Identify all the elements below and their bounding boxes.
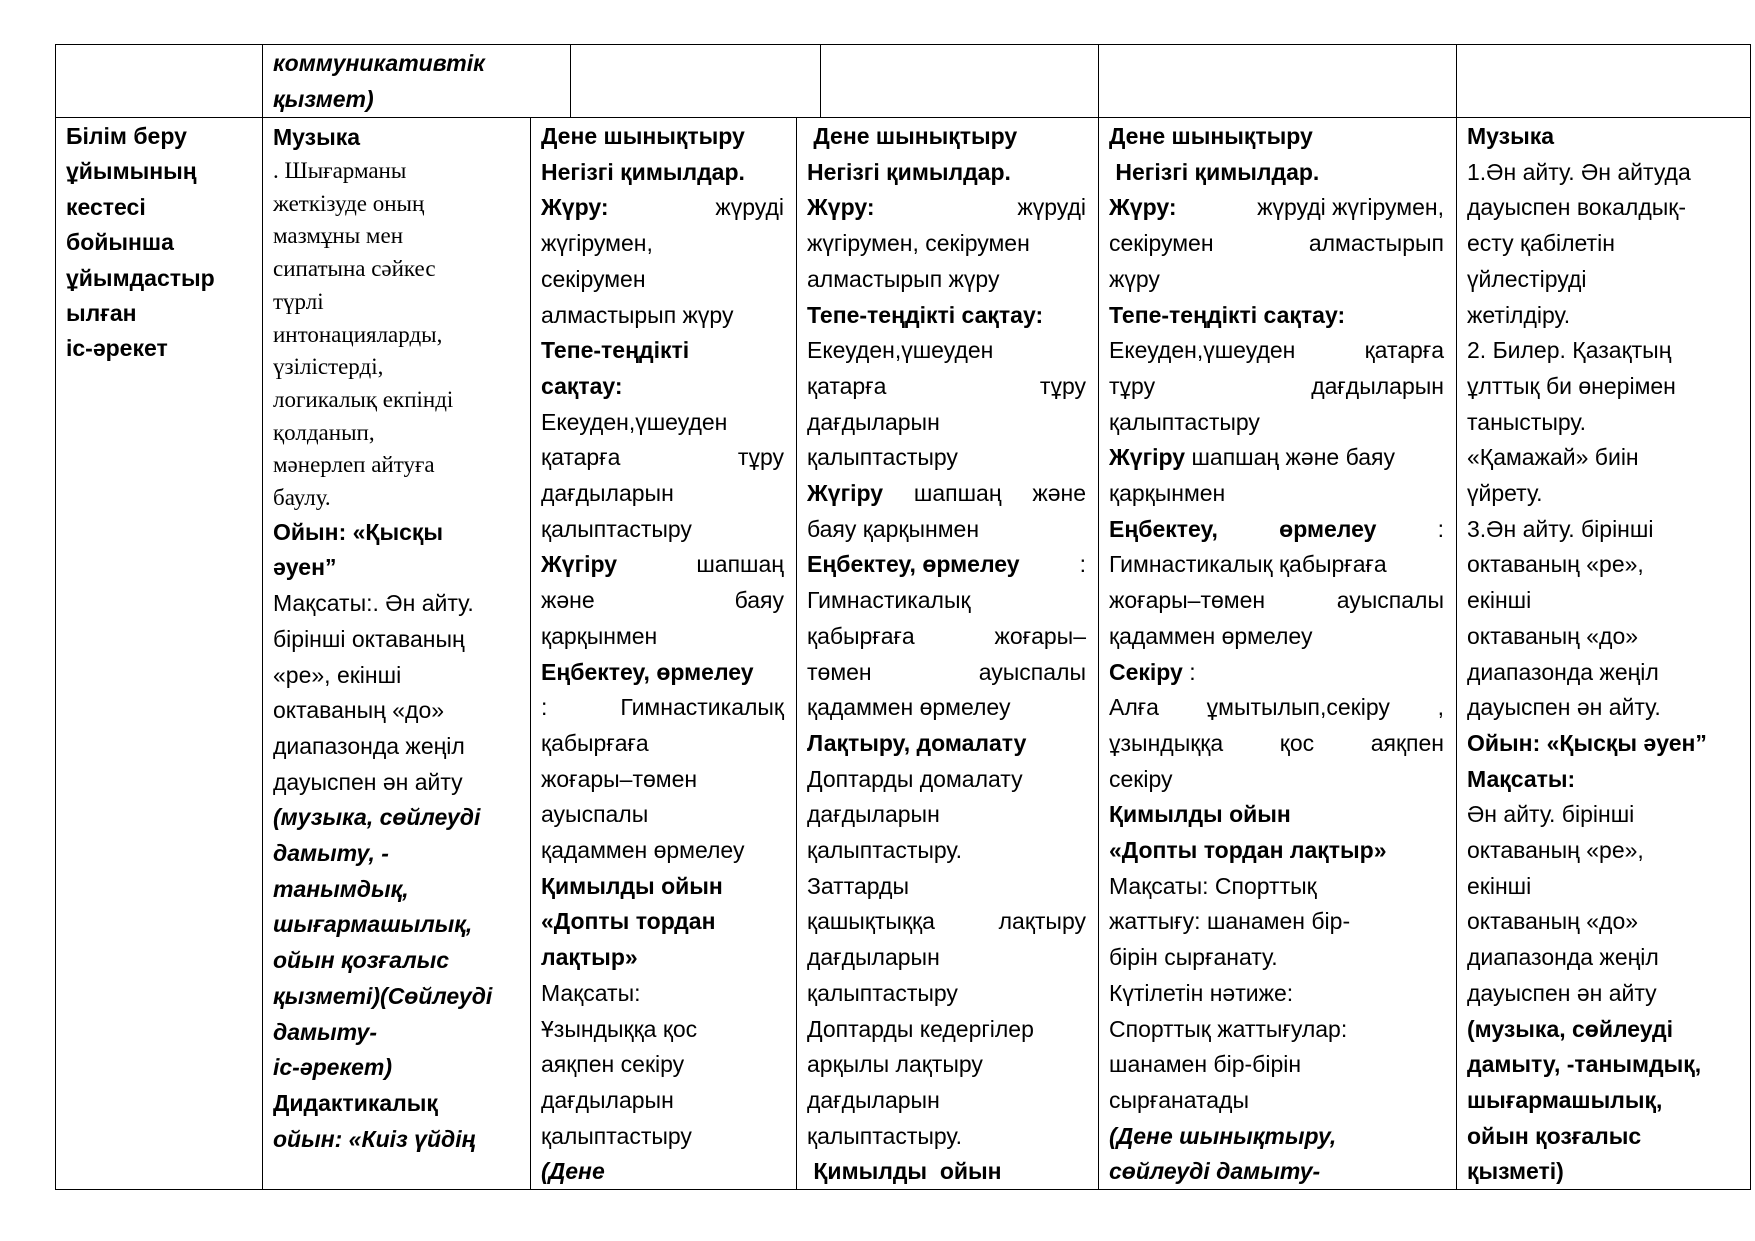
cell-line: мазмұны мен [273,223,404,249]
cell-line: октаваның «до» [1467,908,1639,935]
cell-line: қызмет) [273,86,374,112]
subject-title: Музыка [1467,123,1555,149]
game-title: «Допты тордан лақтыр» [1109,837,1387,864]
cell-text: ауыспалы [1336,587,1444,614]
cell-line: дағдыларын [807,944,940,971]
cell-line: үйлестіруді [1467,265,1587,292]
section-label: Жүру: [541,194,609,221]
tuesday-pe-cell [541,119,784,1190]
cell-line: іс-әрекет) [273,1054,393,1081]
cell-line [541,190,784,226]
cell-line [1109,583,1444,619]
cell-line: ылған [66,300,137,327]
subject-title: Музыка [273,124,361,150]
cell-text: жүруді [715,194,784,221]
cell-line: (Дене [541,1158,605,1185]
cell-line: қалыптастыру [807,444,958,471]
cell-line: ойын: «Киіз үйдің [273,1125,476,1152]
cell-text: алмастырып [1308,230,1444,257]
column-divider [262,44,263,1190]
cell-line: диапазонда жеңіл [1467,944,1659,971]
cell-text: қабырғаға [807,622,915,649]
cell-line [807,369,1086,405]
cell-line: жүгірумен, [541,230,653,257]
cell-line: арқылы лақтыру [807,1051,983,1078]
game-title: Қимылды ойын [1109,801,1291,828]
cell-line: (музыка, сөйлеуді [273,804,481,831]
cell-line: дауыспен ән айту. [1467,694,1661,721]
cell-line: Күтілетін нәтиже: [1109,979,1294,1006]
cell-line: «Қамажай» биін [1467,444,1639,471]
section-label: Еңбектеу, [1109,515,1218,542]
cell-text: Алға [1109,694,1159,721]
cell-line: ойын қозғалыс [273,947,450,974]
cell-line [1109,226,1444,262]
cell-line: Ұзындыққа қос [541,1015,698,1042]
cell-line: Гимнастикалық қабырғаға [1109,551,1387,578]
cell-line: сырғанатады [1109,1086,1250,1113]
cell-line: Спорттық жаттығулар: [1109,1015,1348,1042]
cell-line: баяу қарқынмен [807,515,980,542]
cell-line: шанамен бір-бірін [1109,1051,1302,1078]
cell-line: дамыту- [273,1018,377,1045]
section-label: Тепе-теңдікті [541,337,690,364]
cell-line: сипатына сәйкес [273,256,436,282]
column-divider [1098,44,1099,1190]
cell-line: кестесі [66,193,146,220]
cell-line: 3.Ән айту. бірінші [1467,515,1654,542]
cell-text: шапшаң [696,551,784,578]
cell-text: лақтыру [998,908,1086,935]
wednesday-pe-cell [807,119,1086,1190]
cell-line [541,583,784,619]
cell-line [541,547,784,583]
cell-text: тұру [1109,372,1156,399]
cell-line: дамыту, -танымдық, [1467,1051,1702,1078]
table-left-border [55,44,56,1190]
cell-text: шапшаң және баяу [1191,444,1395,471]
friday-music-cell [1467,119,1747,1190]
cell-text: : [541,694,548,721]
cell-text: баяу [734,587,784,614]
cell-line: диапазонда жеңіл [1467,658,1659,685]
cell-line: үзілістерді, [273,354,384,380]
cell-text: : [1437,515,1444,542]
cell-line: қалыптастыру. [807,1122,963,1149]
cell-line: дағдыларын [541,1086,674,1113]
cell-text: тұру [737,444,784,471]
cell-line: 1.Ән айту. Ән айтуда [1467,158,1691,185]
cell-line: дауыспен ән айту [1467,979,1657,1006]
cell-text: жоғары– [994,622,1086,649]
cell-line: ұлттық би өнерімен [1467,372,1676,399]
cell-text: қатарға [807,372,887,399]
cell-line: қалыптастыру. [807,837,963,864]
cell-line: Доптарды кедергілер [807,1015,1034,1042]
column-divider [796,117,797,1190]
section-label: Еңбектеу, өрмелеу [541,658,754,685]
section-label: Жүгіру [541,551,618,578]
section-label: Еңбектеу, өрмелеу [807,551,1020,578]
cell-line: қалыптастыру [541,515,692,542]
cell-line: қолданып, [273,419,375,445]
cell-line: 2. Билер. Қазақтың [1467,337,1672,364]
cell-line: интонацияларды, [273,321,443,347]
cell-line: қадаммен өрмелеу [1109,622,1313,649]
cell-text: және [541,587,595,614]
cell-line [807,655,1086,691]
cell-line: ұйымының [66,158,197,185]
cell-text: қатарға [1364,337,1444,364]
cell-text: ұмытылып,секіру [1206,694,1390,721]
cell-line [807,190,1086,226]
cell-line: қадаммен өрмелеу [807,694,1011,721]
cell-line: Дидактикалық [273,1089,438,1116]
cell-line: қалыптастыру [541,1122,692,1149]
cell-line: Екеуден,үшеуден [807,337,994,364]
cell-line [807,547,1086,583]
cell-text: қатарға [541,444,621,471]
section-label: Лақтыру, домалату [807,729,1027,756]
game-title: лақтыр» [541,944,638,971]
cell-line: жаттығу: шанамен бір- [1109,908,1351,935]
section-label: Тепе-теңдікті сақтау: [807,301,1044,328]
cell-text: және [1032,480,1086,507]
game-title: Ойын: «Қысқы [273,518,444,545]
cell-line: дағдыларын [807,1086,940,1113]
cell-line: танымдық, [273,875,409,902]
cell-line: Доптарды домалату [807,765,1023,792]
cell-line: екінші [1467,872,1532,899]
cell-line: (Дене шынықтыру, [1109,1122,1337,1149]
subject-title: Дене шынықтыру [541,123,745,149]
cell-line [1109,690,1444,726]
cell-line: октаваның «до» [1467,622,1639,649]
cell-line: жүгірумен, секірумен [807,230,1030,257]
cell-line: Білім беру [66,123,187,149]
cell-line [1109,512,1444,548]
cell-line: шығармашылық, [273,911,473,938]
cell-line: қызметі)(Сөйлеуді [273,982,493,1009]
cell-line: дауыспен ән айту [273,768,463,795]
cell-text: дағдыларын [1311,372,1444,399]
cell-line: қарқынмен [1109,480,1226,507]
cell-text: шапшаң [913,480,1002,507]
cell-line: бірін сырғанату. [1109,944,1278,971]
column-divider [820,44,821,118]
monday-music-cell [273,119,528,1157]
cell-line [807,619,1086,655]
cell-line: сөйлеуді дамыту- [1109,1158,1321,1185]
cell-line: қадаммен өрмелеу [541,837,745,864]
section-label: Жүгіру [1109,444,1186,471]
cell-line: дағдыларын [541,480,674,507]
cell-line: жоғары–төмен [541,765,698,792]
cell-text: : [1079,551,1086,578]
cell-line [1109,440,1444,476]
cell-text: қашықтыққа [807,908,935,935]
section-label: Мақсаты: [1467,765,1576,792]
column-divider [530,117,531,1190]
cell-line: (музыка, сөйлеуді [1467,1015,1674,1042]
cell-text: төмен [807,658,872,685]
cell-line [807,904,1086,940]
cell-line: дамыту, - [273,840,389,867]
section-label: Жүру: [1109,194,1177,221]
subject-title: Дене шынықтыру [807,123,1018,149]
cell-text: жоғары–төмен [1109,587,1266,614]
cell-line: баулу. [273,485,331,511]
cell-text: жүруді [1017,194,1086,221]
cell-line: Негізгі қимылдар. [1109,158,1320,185]
cell-line: аяқпен секіру [541,1051,685,1078]
cell-line: қызметі) [1467,1158,1564,1185]
cell-text: ауыспалы [978,658,1086,685]
cell-line: «ре», екінші [273,661,402,688]
game-title: Қимылды ойын [807,1158,1002,1185]
cell-line: Ән айту. бірінші [1467,801,1635,828]
cell-line: Негізгі қимылдар. [807,158,1011,185]
cell-line: Мақсаты: [541,979,641,1006]
cell-line: іс-әрекет [66,335,168,362]
row-header-cell [66,119,215,367]
row1-col2-cell [273,45,485,117]
cell-line: таныстыру. [1467,408,1586,435]
cell-line: дағдыларын [807,801,940,828]
cell-line: дауыспен вокалдық- [1467,194,1687,221]
game-title: «Допты тордан [541,908,716,935]
cell-text: аяқпен [1370,729,1444,756]
cell-text: , [1437,694,1444,721]
row-divider [55,117,1751,118]
section-label: Жүгіру [807,480,884,507]
cell-text: Екеуден,үшеуден [1109,337,1296,364]
cell-line: екінші [1467,587,1532,614]
cell-line: қалыптастыру [807,979,958,1006]
cell-line: түрлі [273,288,324,314]
cell-line: алмастырып жүру [541,301,734,328]
cell-line: жетілдіру. [1467,301,1571,328]
game-title: әуен” [273,554,337,581]
section-label: Тепе-теңдікті сақтау: [1109,301,1346,328]
cell-line [1109,655,1444,691]
cell-line: Гимнастикалық [807,587,971,614]
cell-text: жүруді жүгірумен, [1257,194,1444,221]
cell-line [1109,726,1444,762]
cell-line: бойынша [66,229,174,256]
cell-line: үйрету. [1467,480,1543,507]
cell-line: жеткізуде оның [273,190,425,216]
cell-line [807,476,1086,512]
cell-line: октаваның «ре», [1467,837,1644,864]
cell-line: қарқынмен [541,622,658,649]
cell-line: секіру [1109,765,1173,792]
cell-text: : [1182,658,1196,685]
cell-text: ұзындыққа [1109,729,1224,756]
cell-line: ұйымдастыр [66,264,215,291]
cell-line: диапазонда жеңіл [273,732,465,759]
cell-text: секірумен [1109,230,1214,257]
cell-line: жүру [1109,265,1160,292]
cell-line: алмастырып жүру [807,265,1000,292]
cell-line: есту қабілетін [1467,230,1615,257]
cell-line: . Шығарманы [273,158,407,183]
cell-text: Гимнастикалық [620,694,784,721]
thursday-pe-cell [1109,119,1444,1190]
cell-line [1109,369,1444,405]
cell-line: қалыптастыру [1109,408,1260,435]
column-divider [570,44,571,118]
cell-line: Екеуден,үшеуден [541,408,728,435]
subject-title: Дене шынықтыру [1109,123,1313,149]
cell-line: Негізгі қимылдар. [541,158,745,185]
cell-line: қабырғаға [541,729,649,756]
cell-line: коммуникативтік [273,50,485,76]
cell-line [1109,190,1444,226]
cell-line: Мақсаты: Спорттық [1109,872,1317,899]
game-title: Ойын: «Қысқы әуен” [1467,729,1707,756]
cell-line: логикалық екпінді [273,386,454,412]
cell-line: дағдыларын [807,408,940,435]
section-label: Жүру: [807,194,875,221]
cell-line: секірумен [541,265,646,292]
section-label: өрмелеу [1279,515,1377,542]
cell-line: шығармашылық, [1467,1086,1663,1113]
cell-line: Заттарды [807,872,909,899]
cell-line [541,440,784,476]
column-divider [1456,44,1457,1190]
cell-text: тұру [1039,372,1086,399]
section-label: сақтау: [541,372,623,399]
cell-line: октаваның «до» [273,697,445,724]
cell-line: бірінші октаваның [273,625,465,652]
game-title: Қимылды ойын [541,872,723,899]
cell-line [1109,333,1444,369]
cell-line: ойын қозғалыс [1467,1122,1642,1149]
cell-line: Мақсаты:. Ән айту. [273,590,474,617]
cell-line [541,690,784,726]
cell-text: қос [1279,729,1315,756]
cell-line: октаваның «ре», [1467,551,1644,578]
cell-line: ауыспалы [541,801,649,828]
table-right-border [1750,44,1751,1190]
section-label: Секіру [1109,658,1183,685]
cell-line: мәнерлеп айтуға [273,452,435,478]
